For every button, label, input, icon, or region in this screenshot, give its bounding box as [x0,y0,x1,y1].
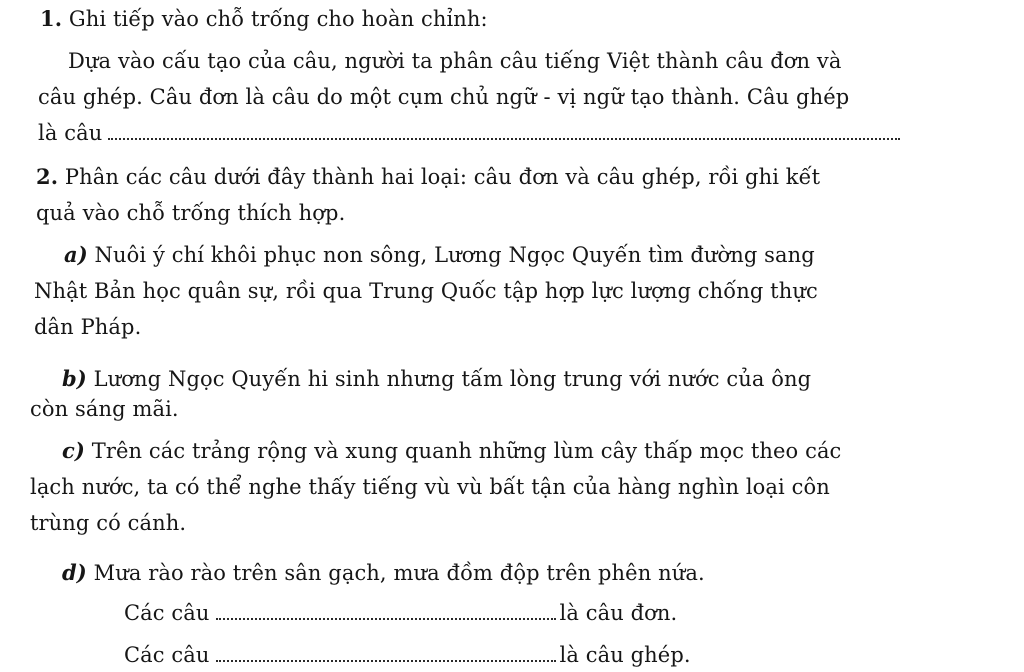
q1-text-line-2 [38,82,914,112]
q2-a-line2: Nhật Bản học quân sự, rồi qua Trung Quốc tập hợp lực lượng chống thực [34,279,818,303]
q1-prompt-line [40,4,488,34]
q2-b-line1: Lương Ngọc Quyến hi sinh nhưng tấm lòng trung với nước của ông [93,367,812,391]
q2-c-line-1 [62,436,841,466]
q1-line1: Dựa vào cấu tạo của câu, người ta phân câu tiếng Việt thành câu đơn và [68,49,842,73]
q2-prompt-line1: Phân các câu dưới đây thành hai loại: câu đơn và câu ghép, rồi ghi kết [64,165,821,189]
q2-c-label: c) [62,438,85,463]
q1-prompt: Ghi tiếp vào chỗ trống cho hoàn chỉnh: [68,7,488,31]
answer1-blank[interactable] [216,617,556,620]
q2-c-line1: Trên các trảng rộng và xung quanh những lùm cây thấp mọc theo các [91,439,842,463]
q2-c-line-2 [30,472,830,502]
q2-prompt-line-1 [36,162,916,192]
q1-line3-start: là câu [38,121,103,145]
answer1-start: Các câu [124,601,210,625]
q2-a-line3: dân Pháp. [34,315,142,339]
q2-c-line-3 [30,508,186,538]
q2-b-line2: còn sáng mãi. [30,397,179,421]
answer2-blank[interactable] [216,659,556,662]
q2-c-line3: trùng có cánh. [30,511,187,535]
q2-answer-line-2 [124,640,691,670]
q2-c-line2: lạch nước, ta có thể nghe thấy tiếng vù vù bất tận của hàng nghìn loại côn [30,475,830,499]
q2-a-line-2 [34,276,818,306]
q2-a-label: a) [64,242,88,267]
q2-a-line-1 [64,240,815,270]
answer2-start: Các câu [124,643,210,667]
q2-number: 2. [36,164,59,189]
q2-b-line-2 [30,394,179,424]
q2-a-line-3 [34,312,141,342]
q1-line2: câu ghép. Câu đơn là câu do một cụm chủ ngữ - vị ngữ tạo thành. Câu ghép [38,85,850,109]
q1-number: 1. [40,6,63,31]
q2-d-line1: Mưa rào rào trên sân gạch, mưa đồm độp trên phên nứa. [93,561,705,585]
q2-b-label: b) [62,366,87,391]
q1-text-line-1 [68,46,914,76]
q1-text-line-3 [38,118,904,148]
q2-prompt-line-2 [36,198,345,228]
q1-answer-blank[interactable] [108,137,900,140]
answer1-end: là câu đơn. [559,601,678,625]
q2-b-line-1 [62,364,811,394]
q2-answer-line-1 [124,598,677,628]
q2-prompt-line2: quả vào chỗ trống thích hợp. [36,201,346,225]
q2-d-line-1 [62,558,705,588]
q2-d-label: d) [62,560,87,585]
answer2-end: là câu ghép. [559,643,691,667]
q2-a-line1: Nuôi ý chí khôi phục non sông, Lương Ngọc Quyến tìm đường sang [94,243,815,267]
